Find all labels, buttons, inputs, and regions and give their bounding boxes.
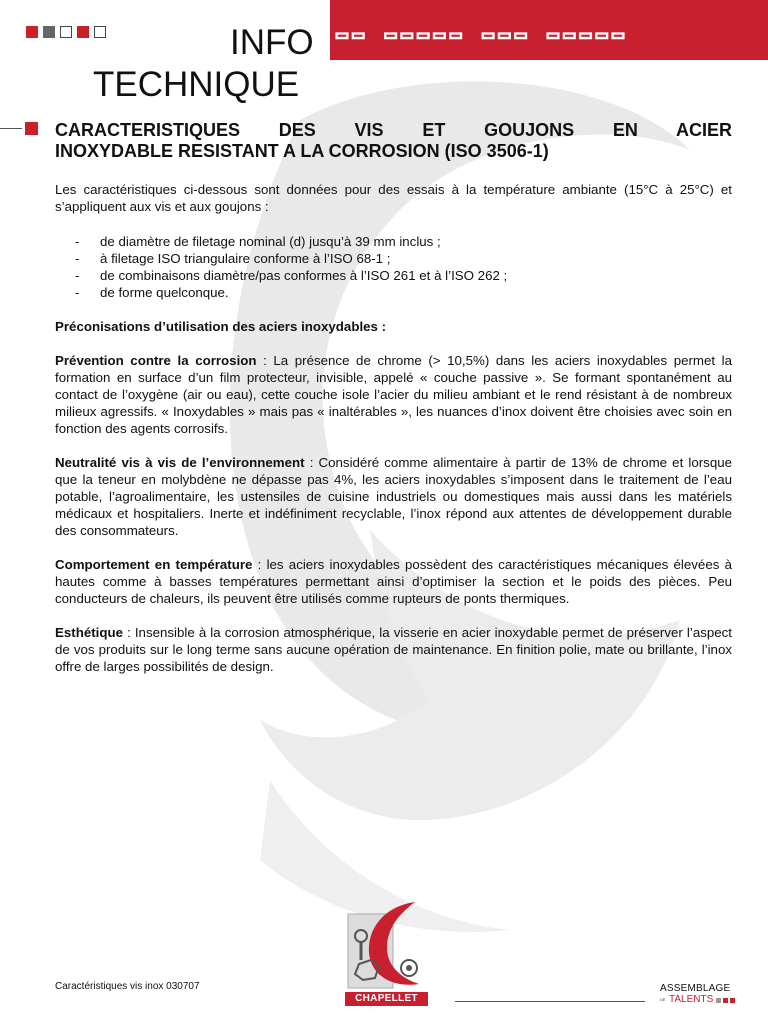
brand-square-grey [716,998,721,1003]
section-heading: Neutralité vis à vis de l’environnement [55,455,305,470]
section-heading: Comportement en température [55,557,253,572]
document-body [55,120,732,675]
page-title [93,22,323,106]
chapellet-logo-label: CHAPELLET [345,992,428,1006]
header-square-outline [60,26,72,38]
brand-line2: TALENTS [669,994,714,1005]
section-text: : Insensible à la corrosion atmosphérique, la visserie en acier inoxydable permet de préserver l’aspect de vos produits sur le long terme sans aucune opération de maintenance. En finition polie, mate ou brillante, l’inox offre de larges possibilités de design. [55,625,732,674]
list-item [55,233,732,250]
footer-divider [455,1001,645,1002]
chapellet-logo-icon [345,898,428,992]
list-item-text: à filetage ISO triangulaire conforme à l’ISO 68-1 ; [100,251,391,266]
list-item [55,284,732,301]
header-square-red [77,26,89,38]
list-item [55,267,732,284]
section-heading: Prévention contre la corrosion [55,353,257,368]
intro-paragraph: Les caractéristiques ci-dessous sont données pour des essais à la température ambiante (15°C à 25°C) et s’appliquent aux vis et aux goujons : [55,182,732,214]
brand-line1: ASSEMBLAGE [660,983,731,994]
section-corrosion [55,352,732,437]
list-dash: - [75,251,80,266]
section-aesthetics [55,624,732,675]
section-environment [55,454,732,539]
brand-line2-row [660,994,760,1006]
brand-squares [716,998,735,1003]
brand-square-red [723,998,728,1003]
list-item-text: de diamètre de filetage nominal (d) jusqu’à 39 mm inclus ; [100,234,441,249]
recommendations-heading: Préconisations d’utilisation des aciers inoxydables : [55,319,387,334]
document-title-line1: CARACTERISTIQUES DES VIS ET GOUJONS EN ACIER [55,120,732,140]
list-item [55,250,732,267]
brand-square-red [730,998,735,1003]
document-title [55,120,732,162]
assemblage-de-talents-brand [660,983,760,1006]
section-temperature [55,556,732,607]
document-reference: Caractéristiques vis inox 030707 [55,981,200,992]
brand-prefix: DE [660,997,666,1002]
heading-marker-line [0,128,22,129]
header-band-text: ▭▭ ▭▭▭▭▭ ▭▭▭ ▭▭▭▭▭ [336,25,629,48]
specification-list [55,233,732,301]
heading-marker-square [25,122,38,135]
section-text: : Considéré comme alimentaire à partir de 13% de chrome et lorsque que la teneur en molybdène ne dépasse pas 4%, les aciers inoxydables s’imposent dans le traitement de l’eau potable, l’agroalimentaire, les ustensiles de cuisine industriels ou domestiques mais aussi dans les matériels médicaux et hospitaliers. Inerte et indéfiniment recyclable, l’inox répond aux attentes de développement durable des consommateurs. [55,455,733,538]
header-square-grey [43,26,55,38]
list-item-text: de combinaisons diamètre/pas conformes à l’ISO 261 et à l’ISO 262 ; [100,268,508,283]
page-title-line1: INFO [230,23,314,62]
chapellet-logo [345,898,428,1006]
section-text: : les aciers inoxydables possèdent des caractéristiques mécaniques élevées à hautes comme à basses températures permettant ainsi d’optimiser la section et le poids des pièces. Peu conducteurs de chaleurs, ils peuvent être utilisés comme rupteurs de ponts thermiques. [55,557,732,606]
header-square-red [26,26,38,38]
section-heading: Esthétique [55,625,123,640]
list-item-text: de forme quelconque. [100,285,229,300]
list-dash: - [75,285,80,300]
list-dash: - [75,268,80,283]
section-text: : La présence de chrome (> 10,5%) dans les aciers inoxydables permet la formation en surface d’un film protecteur, invisible, appelé « couche passive ». Se formant spontanément au contact de l’oxygène (air ou eau), cette couche isole l’acier du milieu ambiant et le rend résistant à de nombreux milieux agressifs. « Inoxydables » mais pas « inaltérables », les nuances d’inox doivent être choisies avec soin en fonction des agents corrosifs. [55,353,733,436]
page-title-line2: TECHNIQUE [93,65,300,104]
document-title-line2: INOXYDABLE RESISTANT A LA CORROSION (ISO 3506-1) [55,141,549,161]
list-dash: - [75,234,80,249]
